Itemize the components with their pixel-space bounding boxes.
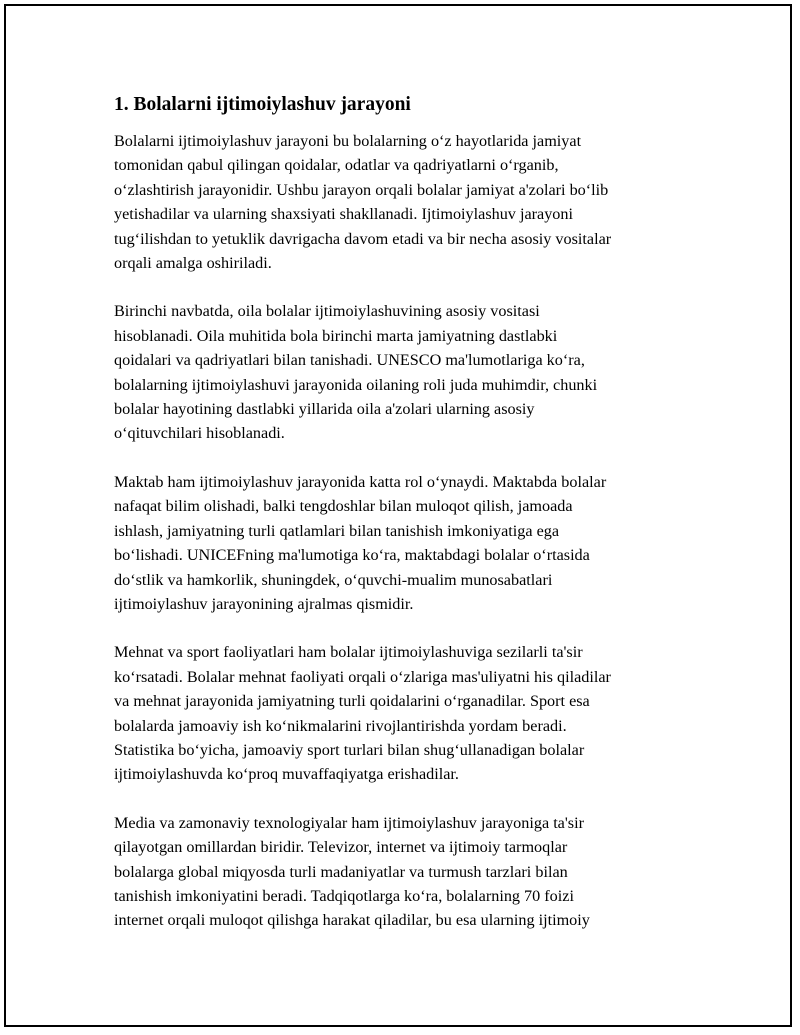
paragraph-line: qoidalari va qadriyatlari bilan tanishadi. UNESCO ma'lumotlariga ko‘ra,	[114, 351, 585, 370]
paragraph-line: Media va zamonaviy texnologiyalar ham ijtimoiylashuv jarayoniga ta'sir	[114, 813, 584, 832]
paragraph-line: Mehnat va sport faoliyatlari ham bolalar ijtimoiylashuviga sezilarli ta'sir	[114, 643, 583, 662]
paragraph-line: bo‘lishadi. UNICEFning ma'lumotiga ko‘ra, maktabdagi bolalar o‘rtasida	[114, 546, 590, 565]
paragraph-line: ijtimoiylashuv jarayonining ajralmas qismidir.	[114, 594, 414, 613]
paragraph-line: nafaqat bilim olishadi, balki tengdoshlar bilan muloqot qilish, jamoada	[114, 497, 573, 516]
paragraph	[114, 299, 686, 445]
paragraph-line: yetishadilar va ularning shaxsiyati shakllanadi. Ijtimoiylashuv jarayoni	[114, 205, 573, 224]
paragraph-line: Bolalarni ijtimoiylashuv jarayoni bu bolalarning o‘z hayotlarida jamiyat	[114, 132, 582, 150]
paragraph-line: internet orqali muloqot qilishga harakat qiladilar, bu esa ularning ijtimoiy	[114, 911, 590, 930]
paragraph	[114, 470, 686, 616]
paragraph-line: Birinchi navbatda, oila bolalar ijtimoiylashuvining asosiy vositasi	[114, 302, 540, 321]
paragraph-line: va mehnat jarayonida jamiyatning turli qoidalarini o‘rganadilar. Sport esa	[114, 692, 590, 711]
paragraph-line: do‘stlik va hamkorlik, shuningdek, o‘quvchi-mualim munosabatlari	[114, 570, 553, 589]
paragraph-line: tug‘ilishdan to yetuklik davrigacha davom etadi va bir necha asosiy vositalar	[114, 229, 612, 248]
paragraph-list	[114, 129, 686, 933]
paragraph-line: hisoblanadi. Oila muhitida bola birinchi marta jamiyatning dastlabki	[114, 326, 558, 345]
paragraph-line: bolalar hayotining dastlabki yillarida oila a'zolari ularning asosiy	[114, 400, 535, 419]
paragraph-line: tomonidan qabul qilingan qoidalar, odatlar va qadriyatlarni o‘rganib,	[114, 156, 559, 175]
paragraph-line: bolalarga global miqyosda turli madaniyatlar va turmush tarzlari bilan	[114, 862, 568, 881]
paragraph-line: ishlash, jamiyatning turli qatlamlari bilan tanishish imkoniyatiga ega	[114, 521, 560, 540]
paragraph-line: Statistika bo‘yicha, jamoaviy sport turlari bilan shug‘ullanadigan bolalar	[114, 740, 585, 759]
paragraph-line: qilayotgan omillardan biridir. Televizor, internet va ijtimoiy tarmoqlar	[114, 838, 568, 857]
paragraph	[114, 640, 686, 786]
paragraph-line: o‘qituvchilari hisoblanadi.	[114, 424, 285, 443]
paragraph-line: o‘zlashtirish jarayonidir. Ushbu jarayon orqali bolalar jamiyat a'zolari bo‘lib	[114, 180, 609, 199]
paragraph-line: orqali amalga oshiriladi.	[114, 254, 272, 273]
paragraph-line: tanishish imkoniyatini beradi. Tadqiqotlarga ko‘ra, bolalarning 70 foizi	[114, 886, 574, 905]
section-heading: 1. Bolalarni ijtimoiylashuv jarayoni	[114, 94, 411, 115]
paragraph-line: bolalarda jamoaviy ish ko‘nikmalarini rivojlantirishda yordam beradi.	[114, 716, 567, 735]
paragraph-line: bolalarning ijtimoiylashuvi jarayonida oilaning roli juda muhimdir, chunki	[114, 375, 598, 394]
paragraph	[114, 811, 686, 933]
paragraph	[114, 129, 686, 275]
paragraph-line: Maktab ham ijtimoiylashuv jarayonida katta rol o‘ynaydi. Maktabda bolalar	[114, 472, 607, 491]
document-body	[114, 93, 686, 957]
paragraph-line: ko‘rsatadi. Bolalar mehnat faoliyati orqali o‘zlariga mas'uliyatni his qiladilar	[114, 667, 611, 686]
paragraph-line: ijtimoiylashuvda ko‘proq muvaffaqiyatga erishadilar.	[114, 765, 459, 784]
